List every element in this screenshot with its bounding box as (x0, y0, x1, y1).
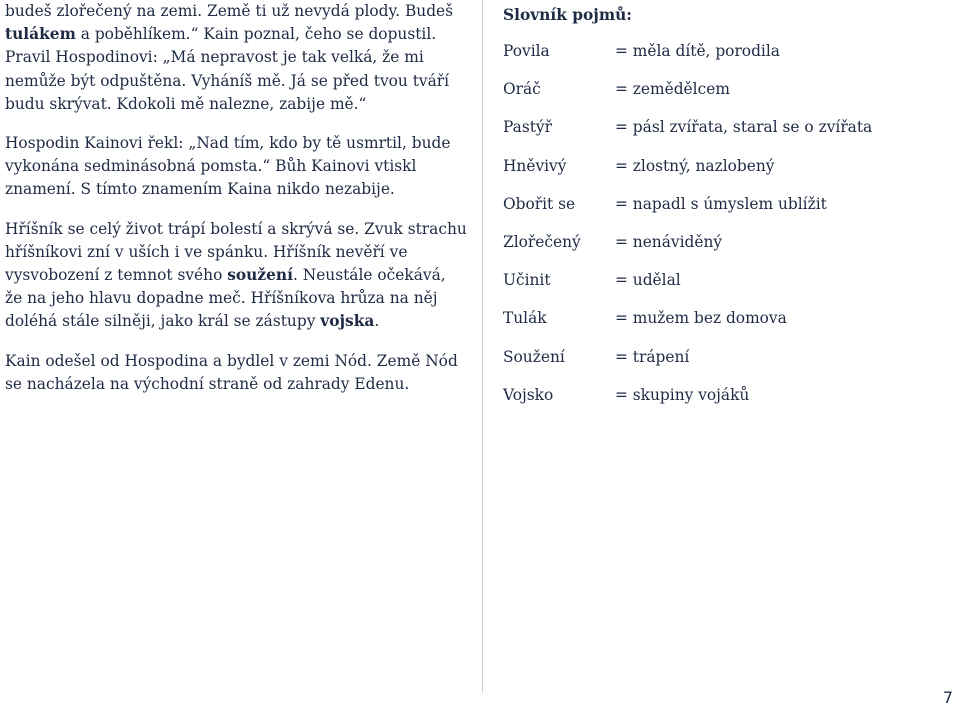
glossary-term: Pastýř (503, 118, 552, 137)
glossary-definition: = zemědělcem (615, 80, 730, 99)
glossary-list (503, 40, 953, 422)
glossary-entry (503, 78, 953, 116)
glossary-term: Učinit (503, 271, 551, 290)
glossary-entry (503, 116, 953, 154)
paragraph-2: Hospodin Kainovi řekl: „Nad tím, kdo by tě usmrtil, bude vykonána sedminásobná pomsta.“ Bůh Kainovi vtiskl znamení. S tímto znamením Kaina nikdo nezabije. (5, 134, 451, 199)
glossary-entry (503, 269, 953, 307)
glossary-definition: = měla dítě, porodila (615, 42, 780, 60)
glossary-title: Slovník pojmů: (503, 6, 632, 24)
text-segment: . Neustále očekává, že na jeho hlavu dopadne meč. Hříšníkova hrůza na něj doléhá stále silněji, jako král se zástupy (5, 266, 446, 331)
main-text-column (5, 0, 467, 412)
text-segment: budeš zlořečený na zemi. Země ti už nevydá plody. Budeš (5, 2, 454, 20)
glossary-term: Oráč (503, 80, 541, 99)
glossary-definition: = skupiny vojáků (615, 385, 750, 404)
glossary-entry (503, 40, 953, 78)
paragraph-3 (5, 218, 467, 334)
bold-term-souzeni: soužení (227, 266, 293, 285)
bold-term-vojska: vojska (320, 312, 375, 331)
column-divider (482, 0, 483, 693)
glossary-entry (503, 307, 953, 345)
glossary-definition: = napadl s úmyslem ublížit (615, 194, 827, 213)
glossary-term: Vojsko (503, 385, 554, 404)
glossary-entry (503, 346, 953, 384)
glossary-definition: = trápení (615, 347, 690, 366)
glossary-term: Tulák (503, 309, 547, 328)
glossary-entry (503, 231, 953, 269)
page-number: 7 (942, 688, 953, 707)
glossary-term: Obořit se (503, 194, 576, 213)
paragraph-4: Kain odešel od Hospodina a bydlel v zemi Nód. Země Nód se nacházela na východní straně od zahrady Edenu. (5, 351, 458, 393)
glossary-entry (503, 193, 953, 231)
text-segment: Hříšník se celý život trápí bolestí a skrývá se. Zvuk strachu hříšníkovi zní v uších i ve spánku. Hříšník nevěří ve vysvobození z temnot svého (5, 219, 467, 285)
text-segment: a poběhlíkem.“ Kain poznal, čeho se dopustil. Pravil Hospodinovi: „Má nepravost je tak velká, že mi nemůže být odpuštěna. Vyháníš mě. Já se před tvou tváří budu skrývat. Kdokoli mě nalezne, zabije mě.“ (5, 25, 450, 113)
glossary-definition: = zlostný, nazlobený (615, 156, 775, 175)
glossary-definition: = mužem bez domova (615, 309, 787, 328)
glossary-term: Zlořečený (503, 232, 581, 251)
glossary-definition: = nenáviděný (615, 232, 723, 251)
glossary-term: Soužení (503, 347, 565, 366)
glossary-panel (503, 0, 953, 422)
glossary-definition: = udělal (615, 271, 681, 290)
glossary-entry (503, 384, 953, 422)
glossary-entry (503, 155, 953, 193)
paragraph-1 (5, 0, 467, 116)
text-segment: . (374, 312, 380, 331)
glossary-term: Povila (503, 42, 550, 60)
glossary-term: Hněvivý (503, 156, 567, 175)
bold-term-tulak: tulákem (5, 25, 76, 44)
glossary-definition: = pásl zvířata, staral se o zvířata (615, 118, 873, 137)
